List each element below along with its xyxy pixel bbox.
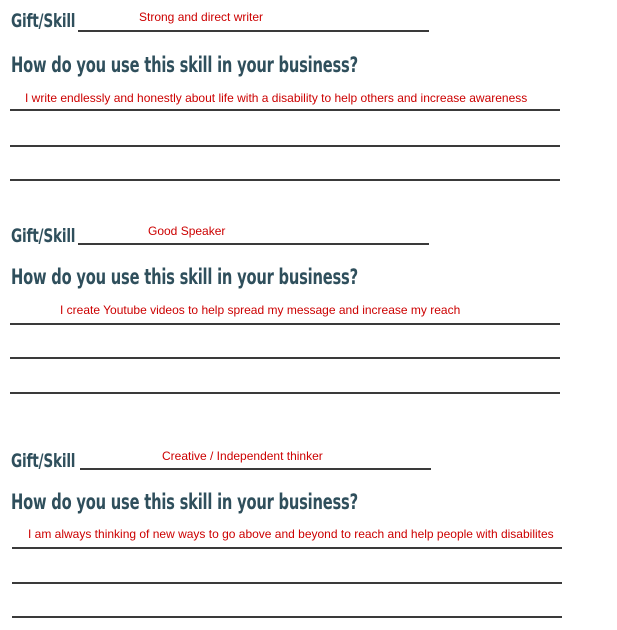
gift-skill-answer[interactable]: Creative / Independent thinker <box>162 449 323 463</box>
gift-skill-label: Gift/Skill <box>11 225 76 247</box>
gift-skill-answer[interactable]: Good Speaker <box>148 224 226 238</box>
answer-line-1 <box>12 547 562 549</box>
gift-skill-line <box>78 243 429 245</box>
answer-line-1 <box>10 109 560 111</box>
gift-skill-label: Gift/Skill <box>11 10 76 32</box>
answer-text[interactable]: I am always thinking of new ways to go above and beyond to reach and help people with disabilites <box>28 527 554 541</box>
answer-text[interactable]: I write endlessly and honestly about life with a disability to help others and increase awareness <box>25 91 528 105</box>
answer-line-2 <box>10 145 560 147</box>
gift-skill-line <box>80 468 431 470</box>
worksheet-section-1 <box>0 0 617 200</box>
question-heading: How do you use this skill in your business? <box>11 53 358 77</box>
answer-line-3 <box>12 616 562 618</box>
gift-skill-label: Gift/Skill <box>11 450 76 472</box>
answer-line-1 <box>10 323 560 325</box>
question-heading: How do you use this skill in your business? <box>11 265 358 289</box>
question-heading: How do you use this skill in your business? <box>11 490 358 514</box>
answer-line-3 <box>10 179 560 181</box>
gift-skill-answer[interactable]: Strong and direct writer <box>139 10 264 24</box>
answer-text[interactable]: I create Youtube videos to help spread my message and increase my reach <box>60 303 461 317</box>
answer-line-3 <box>10 392 560 394</box>
answer-line-2 <box>12 582 562 584</box>
gift-skill-line <box>78 30 429 32</box>
answer-line-2 <box>10 357 560 359</box>
